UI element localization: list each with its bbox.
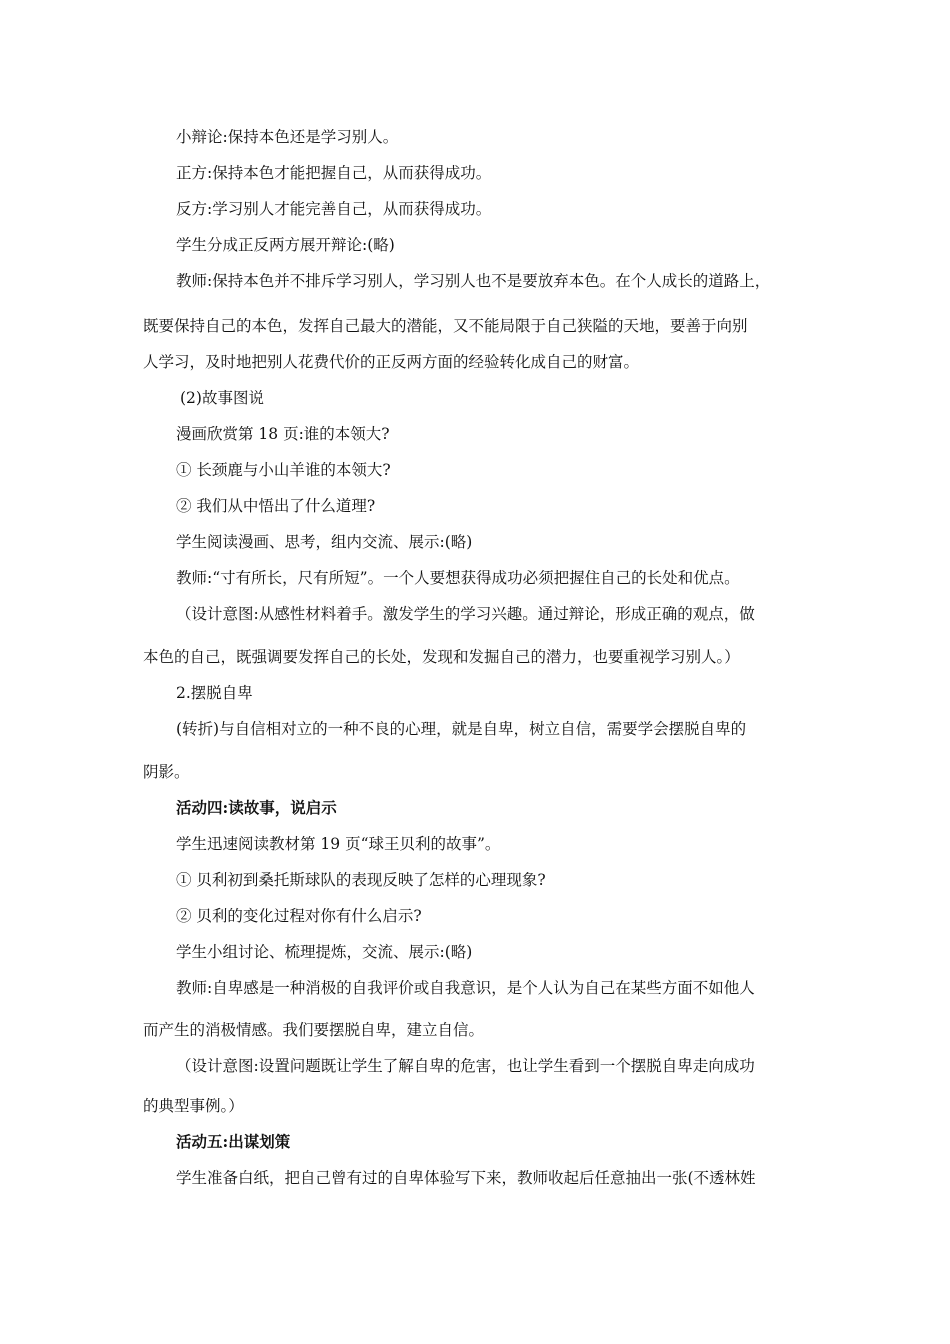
activity-four-heading: 活动四:读故事，说启示: [176, 798, 337, 817]
design-intent-1-line-1: （设计意图:从感性材料着手。激发学生的学习兴趣。通过辩论，形成正确的观点，做: [176, 605, 755, 623]
affirmative-side: 正方:保持本色才能把握自己，从而获得成功。: [176, 164, 492, 182]
debate-title: 小辩论:保持本色还是学习别人。: [176, 128, 399, 146]
group-discussion: 学生小组讨论、梳理提炼，交流、展示:(略): [176, 943, 473, 961]
transition-line-2: 阴影。: [143, 763, 190, 781]
activity-five-text: 学生准备白纸，把自己曾有过的自卑体验写下来，教师收起后任意抽出一张(不透林姓: [176, 1169, 756, 1187]
design-intent-2-line-2: 的典型事例。）: [143, 1097, 244, 1115]
question-1: ① 长颈鹿与小山羊谁的本领大?: [176, 461, 391, 479]
design-intent-1-line-2: 本色的自己，既强调要发挥自己的长处，发现和发掘自己的潜力，也要重视学习别人。）: [143, 648, 740, 666]
question-2: ② 我们从中悟出了什么道理?: [176, 497, 376, 515]
pele-question-1: ① 贝利初到桑托斯球队的表现反映了怎样的心理现象?: [176, 871, 546, 889]
section-overcome-inferiority: 2.摆脱自卑: [176, 684, 253, 702]
teacher-paragraph-line-2: 既要保持自己的本色，发挥自己最大的潜能，又不能局限于自己狭隘的天地，要善于向别: [143, 317, 748, 335]
comic-appreciation: 漫画欣赏第 18 页:谁的本领大?: [176, 425, 390, 443]
teacher-paragraph-line-1: 教师:保持本色并不排斥学习别人，学习别人也不是要放弃本色。在个人成长的道路上，: [176, 272, 771, 290]
section-story-pictures: (2)故事图说: [180, 389, 264, 407]
pele-story-reading: 学生迅速阅读教材第 19 页“球王贝利的故事”。: [176, 835, 501, 853]
pele-question-2: ② 贝利的变化过程对你有什么启示?: [176, 907, 422, 925]
transition-line-1: (转折)与自信相对立的一种不良的心理，就是自卑，树立自信，需要学会摆脱自卑的: [176, 720, 747, 738]
teacher-inferiority-line-1: 教师:自卑感是一种消极的自我评价或自我意识，是个人认为自己在某些方面不如他人: [176, 979, 755, 997]
design-intent-2-line-1: （设计意图:设置问题既让学生了解自卑的危害，也让学生看到一个摆脱自卑走向成功: [176, 1057, 755, 1075]
teacher-paragraph-line-3: 人学习，及时地把别人花费代价的正反两方面的经验转化成自己的财富。: [143, 353, 640, 371]
student-debate: 学生分成正反两方展开辩论:(略): [176, 236, 395, 254]
negative-side: 反方:学习别人才能完善自己，从而获得成功。: [176, 200, 492, 218]
teacher-proverb: 教师:“寸有所长，尺有所短”。一个人要想获得成功必须把握住自己的长处和优点。: [176, 569, 740, 587]
teacher-inferiority-line-2: 而产生的消极情感。我们要摆脱自卑，建立自信。: [143, 1021, 485, 1039]
student-reading: 学生阅读漫画、思考，组内交流、展示:(略): [176, 533, 473, 551]
activity-five-heading: 活动五:出谋划策: [176, 1132, 291, 1151]
